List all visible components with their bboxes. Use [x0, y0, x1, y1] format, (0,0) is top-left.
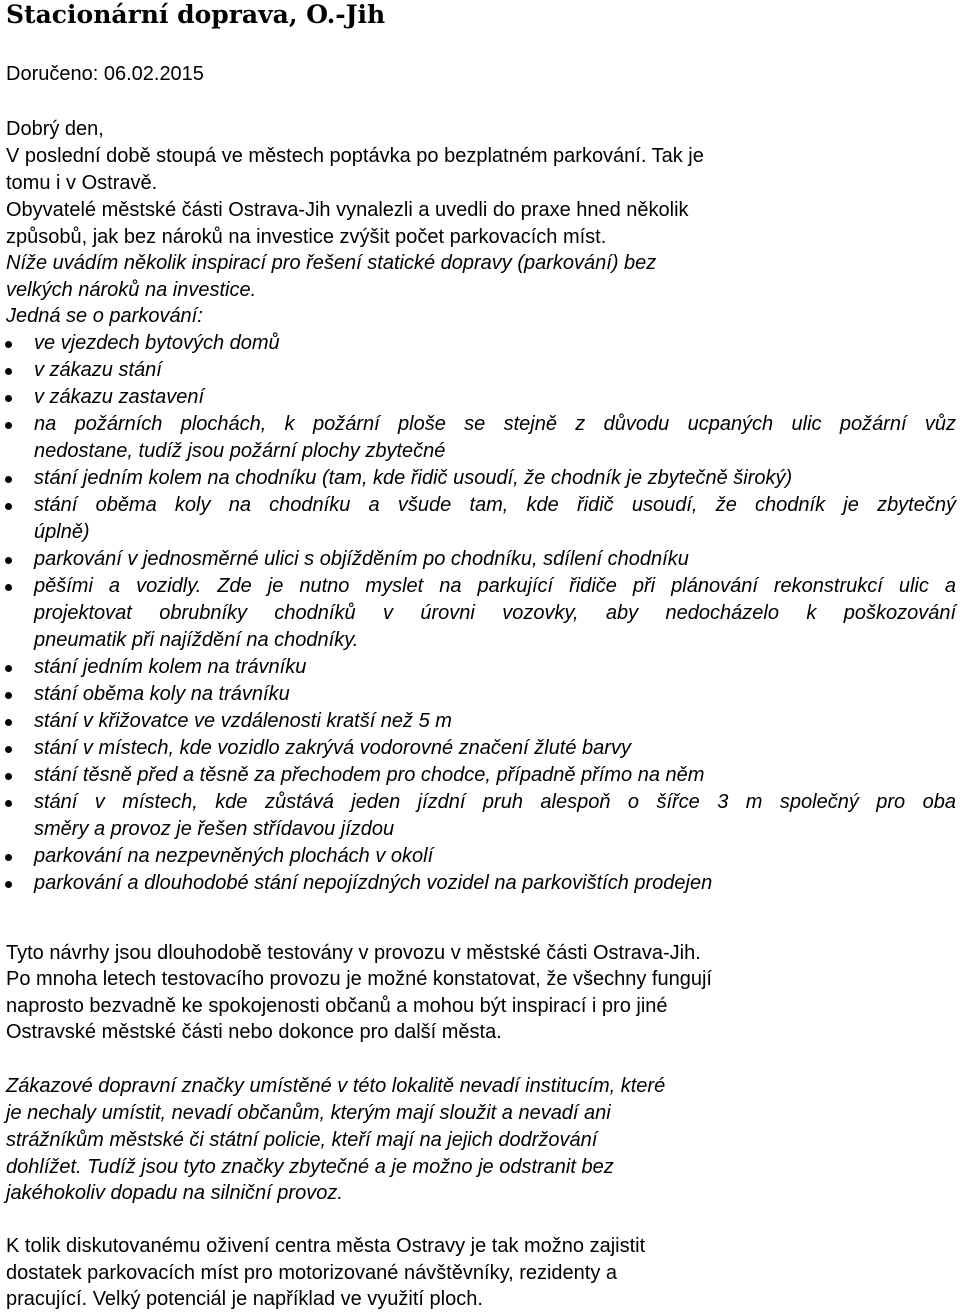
paragraph-line: Po mnoha letech testovacího provozu je možné konstatovat, že všechny fungují: [6, 968, 712, 990]
paragraph-line: je nechaly umístit, nevadí občanům, kterým mají sloužit a nevadí ani: [6, 1102, 611, 1124]
paragraph-line: jakéhokoliv dopadu na silniční provoz.: [6, 1182, 343, 1204]
list-item: [0, 492, 956, 546]
list-item-text: stání těsně před a těsně za přechodem pro chodce, případně přímo na něm: [34, 764, 705, 786]
list-item-text: projektovat obrubníky chodníků v úrovni vozovky, aby nedocházelo k poškozování: [34, 602, 956, 624]
delivered-date: Doručeno: 06.02.2015: [6, 63, 204, 85]
list-item: [0, 870, 956, 897]
paragraph-line: K tolik diskutovanému oživení centra města Ostravy je tak možno zajistit: [6, 1235, 646, 1257]
paragraph-line: dostatek parkovacích míst pro motorizované návštěvníky, rezidenty a: [6, 1262, 618, 1284]
list-item: [0, 330, 956, 357]
list-item-text: stání oběma koly na trávníku: [34, 683, 290, 705]
list-item: [0, 843, 956, 870]
paragraph-line: naprosto bezvadně ke spokojenosti občanů a mohou být inspirací i pro jiné: [6, 995, 668, 1017]
bullet-icon: [5, 368, 12, 375]
paragraph-line: strážníkům městské či státní policie, kteří mají na jejich dodržování: [6, 1129, 598, 1151]
bullet-icon: [5, 422, 12, 429]
intro-line: V poslední době stoupá ve městech poptávka po bezplatném parkování. Tak je: [6, 145, 704, 167]
list-item: [0, 546, 956, 573]
bullet-icon: [5, 692, 12, 699]
list-item-text: v zákazu zastavení: [34, 386, 205, 408]
list-item: [0, 735, 956, 762]
paragraph-line: Tyto návrhy jsou dlouhodobě testovány v provozu v městské části Ostrava-Jih.: [6, 942, 701, 964]
list-item: [0, 573, 956, 654]
bullet-icon: [5, 719, 12, 726]
bullet-icon: [5, 665, 12, 672]
list-item-text: směry a provoz je řešen střídavou jízdou: [34, 818, 395, 840]
list-item: [0, 654, 956, 681]
list-item-text: stání v místech, kde zůstává jeden jízdní pruh alespoň o šířce 3 m společný pro oba: [34, 791, 956, 813]
list-item: [0, 762, 956, 789]
intro-line: Dobrý den,: [6, 118, 104, 140]
paragraph-line: Zákazové dopravní značky umístěné v této lokalitě nevadí institucím, které: [6, 1075, 666, 1097]
bullet-icon: [5, 476, 12, 483]
italic-intro-line: velkých nároků na investice.: [6, 279, 257, 301]
list-item-text: nedostane, tudíž jsou požární plochy zbytečné: [34, 440, 446, 462]
document-title: Stacionární doprava, O.-Jih: [6, 0, 386, 29]
bullet-icon: [5, 773, 12, 780]
italic-intro-line: Jedná se o parkování:: [6, 305, 203, 327]
bullet-icon: [5, 881, 12, 888]
list-item: [0, 789, 956, 843]
list-item-text: stání jedním kolem na chodníku (tam, kde řidič usoudí, že chodník je zbytečně široký): [34, 467, 793, 489]
bullet-icon: [5, 503, 12, 510]
bullet-icon: [5, 395, 12, 402]
bullet-icon: [5, 557, 12, 564]
bullet-icon: [5, 584, 12, 591]
intro-line: způsobů, jak bez nároků na investice zvýšit počet parkovacích míst.: [6, 226, 607, 248]
paragraph-line: dohlížet. Tudíž jsou tyto značky zbytečné a je možno je odstranit bez: [6, 1156, 614, 1178]
parking-methods-list: [0, 330, 960, 897]
intro-line: Obyvatelé městské části Ostrava-Jih vynalezli a uvedli do praxe hned několik: [6, 199, 689, 221]
list-item-text: pěšími a vozidly. Zde je nutno myslet na parkující řidiče při plánování rekonstrukcí ulic a: [34, 575, 956, 597]
paragraph-line: Ostravské městské části nebo dokonce pro další města.: [6, 1021, 502, 1043]
list-item-text: pneumatik při najíždění na chodníky.: [34, 629, 359, 651]
paragraph-line: pracující. Velký potenciál je například ve využití ploch.: [6, 1288, 483, 1310]
list-item: [0, 708, 956, 735]
bullet-icon: [5, 341, 12, 348]
list-item-text: parkování na nezpevněných plochách v okolí: [34, 845, 434, 867]
list-item: [0, 465, 956, 492]
list-item: [0, 357, 956, 384]
list-item-text: stání oběma koly na chodníku a všude tam, kde řidič usoudí, že chodník je zbytečný: [34, 494, 956, 516]
list-item-text: stání jedním kolem na trávníku: [34, 656, 307, 678]
bullet-icon: [5, 800, 12, 807]
list-item-text: na požárních plochách, k požární ploše se stejně z důvodu ucpaných ulic požární vůz: [34, 413, 956, 435]
list-item: [0, 681, 956, 708]
list-item-text: úplně): [34, 521, 90, 543]
italic-intro-line: Níže uvádím několik inspirací pro řešení statické dopravy (parkování) bez: [6, 252, 657, 274]
bullet-icon: [5, 746, 12, 753]
list-item: [0, 384, 956, 411]
list-item-text: ve vjezdech bytových domů: [34, 332, 280, 354]
list-item-text: v zákazu stání: [34, 359, 162, 381]
list-item: [0, 411, 956, 465]
list-item-text: parkování v jednosměrné ulici s objížděním po chodníku, sdílení chodníku: [34, 548, 689, 570]
intro-line: tomu i v Ostravě.: [6, 172, 158, 194]
list-item-text: stání v křižovatce ve vzdálenosti kratší než 5 m: [34, 710, 452, 732]
bullet-icon: [5, 854, 12, 861]
list-item-text: parkování a dlouhodobé stání nepojízdných vozidel na parkovištích prodejen: [34, 872, 713, 894]
list-item-text: stání v místech, kde vozidlo zakrývá vodorovné značení žluté barvy: [34, 737, 631, 759]
